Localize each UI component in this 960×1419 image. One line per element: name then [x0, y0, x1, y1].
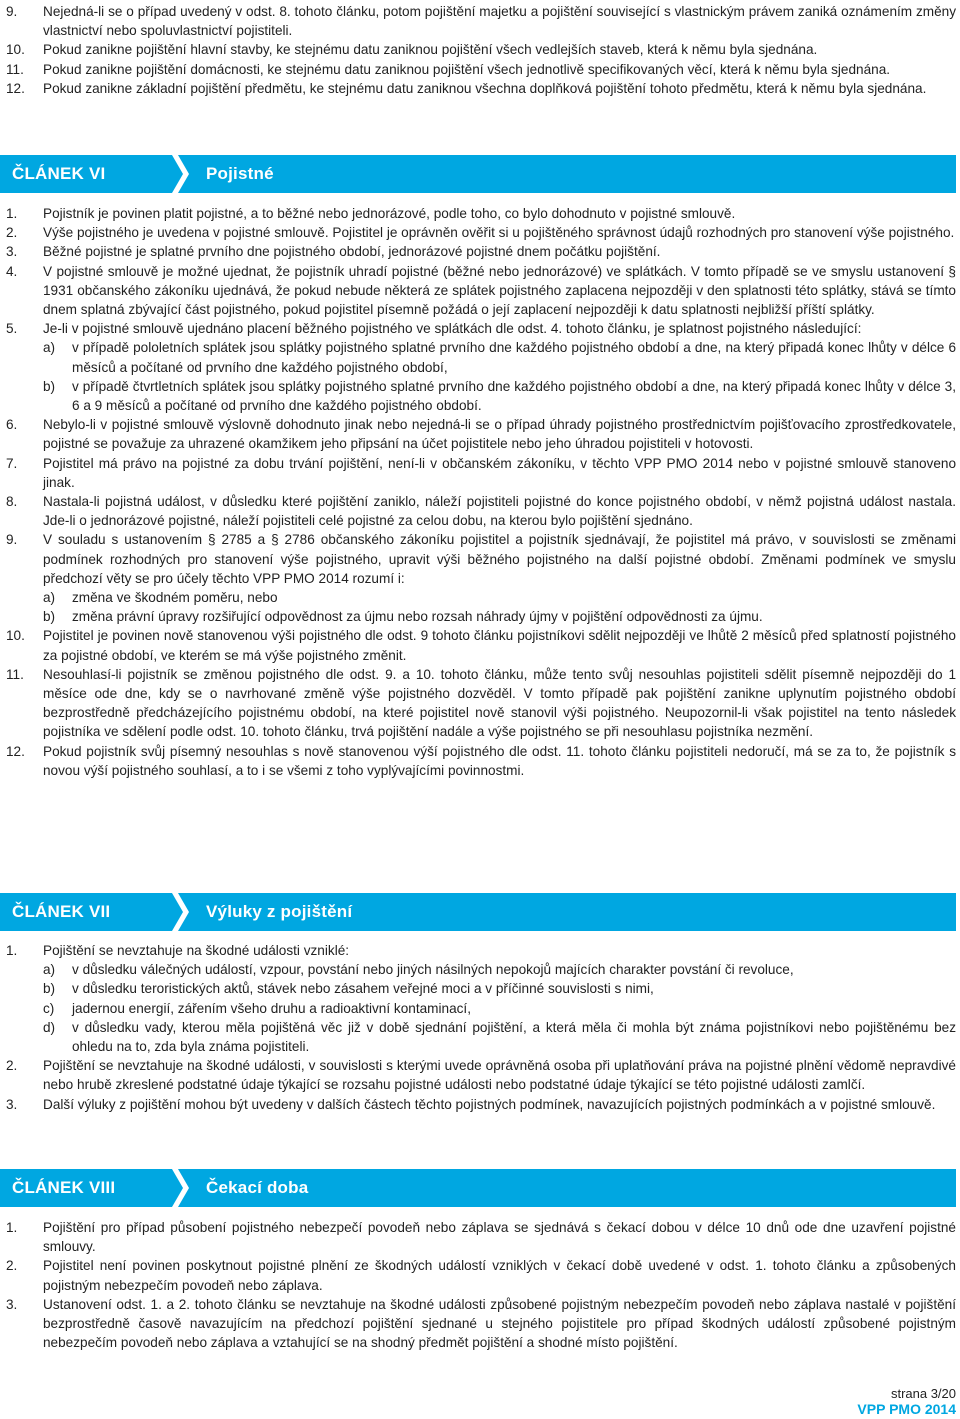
subclause-letter: a): [43, 590, 56, 606]
clause-text: Nejedná-li se o případ uvedený v odst. 8. tohoto článku, potom pojištění majetku a pojištění související s vlastnickým právem zaniká oznámením změny vlastnictví nebo spoluvlastnictví pojistiteli.: [43, 4, 956, 39]
subclause-letter: b): [43, 378, 56, 394]
subclause-list: [43, 588, 956, 626]
article-title: Výluky z pojištění: [206, 902, 353, 921]
subclause-list: [43, 960, 956, 1056]
clause-text: Výše pojistného je uvedena v pojistné smlouvě. Pojistitel je oprávněn ověřit si u pojištěného správnost údajů rozhodných pro stanovení výše pojistného.: [43, 225, 955, 241]
clause-item: [6, 319, 956, 415]
article-header-vii: [0, 893, 960, 931]
subclause-text: v důsledku teroristických aktů, stávek nebo zásahem veřejné moci a v příčinné souvislosti s nimi,: [72, 981, 654, 997]
clause-item: [6, 79, 956, 98]
clause-item: [6, 223, 956, 242]
clause-number: 2.: [6, 225, 18, 241]
article-header-banner: [0, 893, 960, 931]
clause-number: 12.: [6, 80, 25, 96]
clause-number: 8.: [6, 494, 18, 510]
subclause-text: změna ve škodném poměru, nebo: [72, 590, 278, 606]
clause-text: Ustanovení odst. 1. a 2. tohoto článku se nevztahuje na škodné události způsobené pojistným nebezpečím povodeň nebo záplava nastalé v pojištění bezprostředně časově navazujícím na předchozí pojištění sjednané u stejného pojistitele pro případ škodných událostí způsobené pojistným nebezpečím povodeň nebo záplava a vztahující se na shodný předmět pojištění a shodné místo pojištění.: [43, 1296, 956, 1351]
clause-text: Pojištění se nevztahuje na škodné události vzniklé:: [43, 943, 350, 958]
clause-number: 9.: [6, 4, 18, 19]
clause-number: 11.: [6, 61, 24, 77]
clause-text: Pokud zanikne pojištění hlavní stavby, ke stejnému datu zaniknou pojištění všech vedlejších staveb, která k němu byla sjednána.: [43, 42, 818, 58]
clause-number: 9.: [6, 532, 18, 548]
document-code: VPP PMO 2014: [857, 1401, 956, 1417]
clause-item: [6, 492, 956, 530]
subclause-letter: b): [43, 981, 56, 997]
clause-number: 10.: [6, 42, 25, 58]
clause-item: [6, 262, 956, 320]
clause-number: 5.: [6, 321, 18, 337]
subclause-text: v případě čtvrtletních splátek jsou splátky pojistného splatné prvního dne každého pojistného období a dne, na který připadá konec lhůty v délce 3, 6 a 9 měsíců a počítané od prvního dne každého pojistného období.: [72, 378, 956, 414]
clause-number: 12.: [6, 743, 25, 759]
subclause-text: v případě pololetních splátek jsou splátky pojistného splatné prvního dne každého pojistného období a dne, na který připadá konec lhůty v délce 6 měsíců a počítané od prvního dne každého pojistného období,: [72, 340, 956, 375]
subclause-list: [43, 338, 956, 415]
subclause-item: [43, 999, 956, 1018]
clause-text: Další výluky z pojištění mohou být uvedeny v dalších částech těchto pojistných podmínek, navazujících pojistných podmínkách a v pojistné smlouvě.: [43, 1096, 936, 1112]
article-vi-body: [0, 204, 960, 780]
subclause-item: [43, 960, 956, 979]
clause-item: [6, 40, 956, 59]
article-number: ČLÁNEK VII: [12, 902, 111, 921]
clause-item: [6, 242, 956, 261]
clause-text: Pokud zanikne základní pojištění předmětu, ke stejnému datu zaniknou všechna doplňková pojištění tohoto předmětu, která k němu byla sjednána.: [43, 80, 927, 96]
clause-list: [0, 204, 960, 780]
subclause-item: [43, 607, 956, 626]
clause-item: [6, 415, 956, 453]
clause-text: Pojistitel má právo na pojistné za dobu trvání pojištění, není-li v občanském zákoníku, v těchto VPP PMO 2014 nebo v pojistné smlouvě stanoveno jinak.: [43, 455, 956, 490]
article-number: ČLÁNEK VI: [12, 164, 106, 183]
clause-text: Nebylo-li v pojistné smlouvě výslovně dohodnuto jinak nebo nejedná-li se o případ úhrady pojistného prostřednictvím pojišťovacího zprostředkovatele, pojistné se považuje za uhrazené okamžikem jeho připsání na účet pojistitele nebo jeho úhradou pojistiteli v hotovosti.: [43, 417, 956, 452]
clause-item: [6, 1218, 956, 1256]
clause-text: Nesouhlasí-li pojistník se změnou pojistného dle odst. 9. a 10. tohoto článku, může tento svůj nesouhlas pojistiteli sdělit písemně nejpozději do 1 měsíce ode dne, kdy se o navrhované změně výše pojistného dozvěděl. V tomto případě pak pojištění zanikne uplynutím pojistného období bezprostředně předcházejícího pojistnému období, na které pojistitel nově stanovil výši pojistného. Neupozornil-li však pojistitel na tento následek pojistníka ve sdělení podle odst. 10. tohoto článku, trvá pojištění nadále a výše pojistného se při nesouhlasu pojistníka nezmění.: [43, 666, 956, 740]
clause-text: Pokud zanikne pojištění domácnosti, ke stejnému datu zaniknou pojištění všech jednotlivě specifikovaných věcí, která k němu byla sjednána.: [43, 61, 891, 77]
clause-item: [6, 1095, 956, 1114]
article-number: ČLÁNEK VIII: [12, 1178, 116, 1197]
clause-item: [6, 204, 956, 223]
clause-number: 3.: [6, 1296, 18, 1312]
clause-number: 2.: [6, 1058, 18, 1074]
clause-text: V pojistné smlouvě je možné ujednat, že pojistník uhradí pojistné (běžné nebo jednorázové) ve splátkách. V tomto případě se ve smyslu ustanovení § 1931 občanského zákoníku ujednává, že pokud nebude některá ze splátek pojistného zaplacena nejpozději v den splatnosti této splátky, stává se tímto dnem splatná zbývající část pojistného, pokud pojistitel písemně požádá o její zaplacení nejpozději k datu splatnosti nejbližší příští splátky.: [43, 263, 956, 318]
subclause-text: v důsledku válečných událostí, vzpour, povstání nebo jiných násilných nepokojů majících charakter povstání či revoluce,: [72, 962, 794, 978]
subclause-letter: c): [43, 1000, 55, 1016]
clause-number: 3.: [6, 1096, 18, 1112]
clause-text: Pojistník je povinen platit pojistné, a to běžné nebo jednorázové, podle toho, co bylo dohodnuto v pojistné smlouvě.: [43, 206, 736, 221]
subclause-letter: a): [43, 340, 56, 356]
clause-text: Pojistitel není povinen poskytnout pojistné plnění ze škodných událostí vzniklých v čekací době uvedené v odst. 1. tohoto článku a způsobených pojistným nebezpečím povodeň nebo záplava.: [43, 1258, 956, 1293]
clause-text: Pokud pojistník svůj písemný nesouhlas s nově stanovenou výší pojistného dle odst. 11. tohoto článku pojistiteli nedoručí, má se za to, že pojistník s novou výší pojistného souhlasí, a to i se všemi z toho vyplývajícími povinnostmi.: [43, 743, 956, 778]
article-title: Čekací doba: [206, 1178, 309, 1197]
article-header-vi: [0, 155, 960, 193]
clause-item: [6, 454, 956, 492]
subclause-item: [43, 377, 956, 415]
clause-item: [6, 60, 956, 79]
clause-number: 1.: [6, 943, 18, 958]
clause-item: [6, 530, 956, 626]
clause-number: 4.: [6, 263, 18, 279]
clause-item: [6, 2, 956, 40]
clause-number: 1.: [6, 1220, 18, 1235]
article-vii-body: [0, 941, 960, 1114]
clause-item: [6, 1256, 956, 1294]
clause-number: 7.: [6, 455, 18, 471]
clause-number: 1.: [6, 206, 18, 221]
subclause-letter: b): [43, 609, 56, 625]
clause-text: Je-li v pojistné smlouvě ujednáno placení běžného pojistného ve splátkách dle odst. 4. tohoto článku, je splatnost pojistného následující:: [43, 321, 862, 337]
clause-text: Běžné pojistné je splatné prvního dne pojistného období, jednorázové pojistné dnem počátku pojištění.: [43, 244, 661, 260]
clause-item: [6, 941, 956, 1056]
article-header-viii: [0, 1169, 960, 1207]
clause-list: [0, 941, 960, 1114]
clause-text: Nastala-li pojistná událost, v důsledku které pojištění zaniklo, náleží pojistiteli pojistné do konce pojistného období, v němž pojistná událost nastala. Jde-li o jednorázové pojistné, náleží pojistiteli celé pojistné za celou dobu, na kterou bylo pojištění sjednáno.: [43, 494, 956, 529]
clause-text: V souladu s ustanovením § 2785 a § 2786 občanského zákoníku pojistitel a pojistník sjednávají, že pojistitel má právo, v souvislosti se změnami podmínek rozhodných pro stanovení výše pojistného, upravit výši běžného pojistného na další pojistné období. Změnami podmínek ve smyslu předchozí věty se pro účely těchto VPP PMO 2014 rozumí i:: [43, 532, 956, 586]
clause-item: [6, 1056, 956, 1094]
clause-number: 2.: [6, 1258, 18, 1274]
subclause-letter: a): [43, 962, 56, 978]
clause-item: [6, 665, 956, 742]
clause-number: 3.: [6, 244, 18, 260]
subclause-item: [43, 338, 956, 376]
clause-number: 11.: [6, 666, 24, 682]
clause-item: [6, 742, 956, 780]
clause-text: Pojištění se nevztahuje na škodné události, v souvislosti s kterými uvede oprávněná osoba při uplatňování práva na pojistné plnění vědomě nepravdivé nebo hrubě zkreslené podstatné údaje týkající se rozsahu pojistné události nebo podstatné údaje týkající se této pojistné události zamlčí.: [43, 1058, 956, 1093]
article-header-banner: [0, 1169, 960, 1207]
subclause-item: [43, 979, 956, 998]
subclause-item: [43, 1018, 956, 1056]
page-number: strana 3/20: [890, 1386, 956, 1401]
article-viii-body: [0, 1218, 960, 1352]
article-header-banner: [0, 155, 960, 193]
clause-number: 10.: [6, 628, 25, 644]
clause-text: Pojištění pro případ působení pojistného nebezpečí povodeň nebo záplava se sjednává s čekací dobou v délce 10 dnů ode dne uzavření pojistné smlouvy.: [43, 1220, 956, 1255]
subclause-letter: d): [43, 1019, 56, 1035]
subclause-text: jadernou energií, zářením všeho druhu a radioaktivní kontaminací,: [72, 1000, 471, 1016]
clause-item: [6, 626, 956, 664]
clause-text: Pojistitel je povinen nově stanovenou výši pojistného dle odst. 9 tohoto článku pojistníkovi sdělit nejpozději ve lhůtě 2 měsíců před splatností pojistného za pojistné období, ve kterém se má výše pojistného změnit.: [43, 628, 956, 663]
article-title: Pojistné: [206, 164, 274, 183]
clause-list: [0, 1218, 960, 1352]
subclause-item: [43, 588, 956, 607]
clause-list: [0, 2, 960, 98]
subclause-text: v důsledku vady, kterou měla pojištěná věc již v době sjednání pojištění, a která měla či mohla být známa pojistníkovi nebo pojištěnému bez ohledu na to, zda byla známa pojistiteli.: [72, 1019, 956, 1055]
clause-number: 6.: [6, 417, 18, 433]
article-v-continuation: [0, 2, 960, 98]
subclause-text: změna právní úpravy rozšiřující odpovědnost za újmu nebo rozsah náhrady újmy v pojištění odpovědnosti za újmu.: [72, 609, 763, 625]
clause-item: [6, 1295, 956, 1353]
